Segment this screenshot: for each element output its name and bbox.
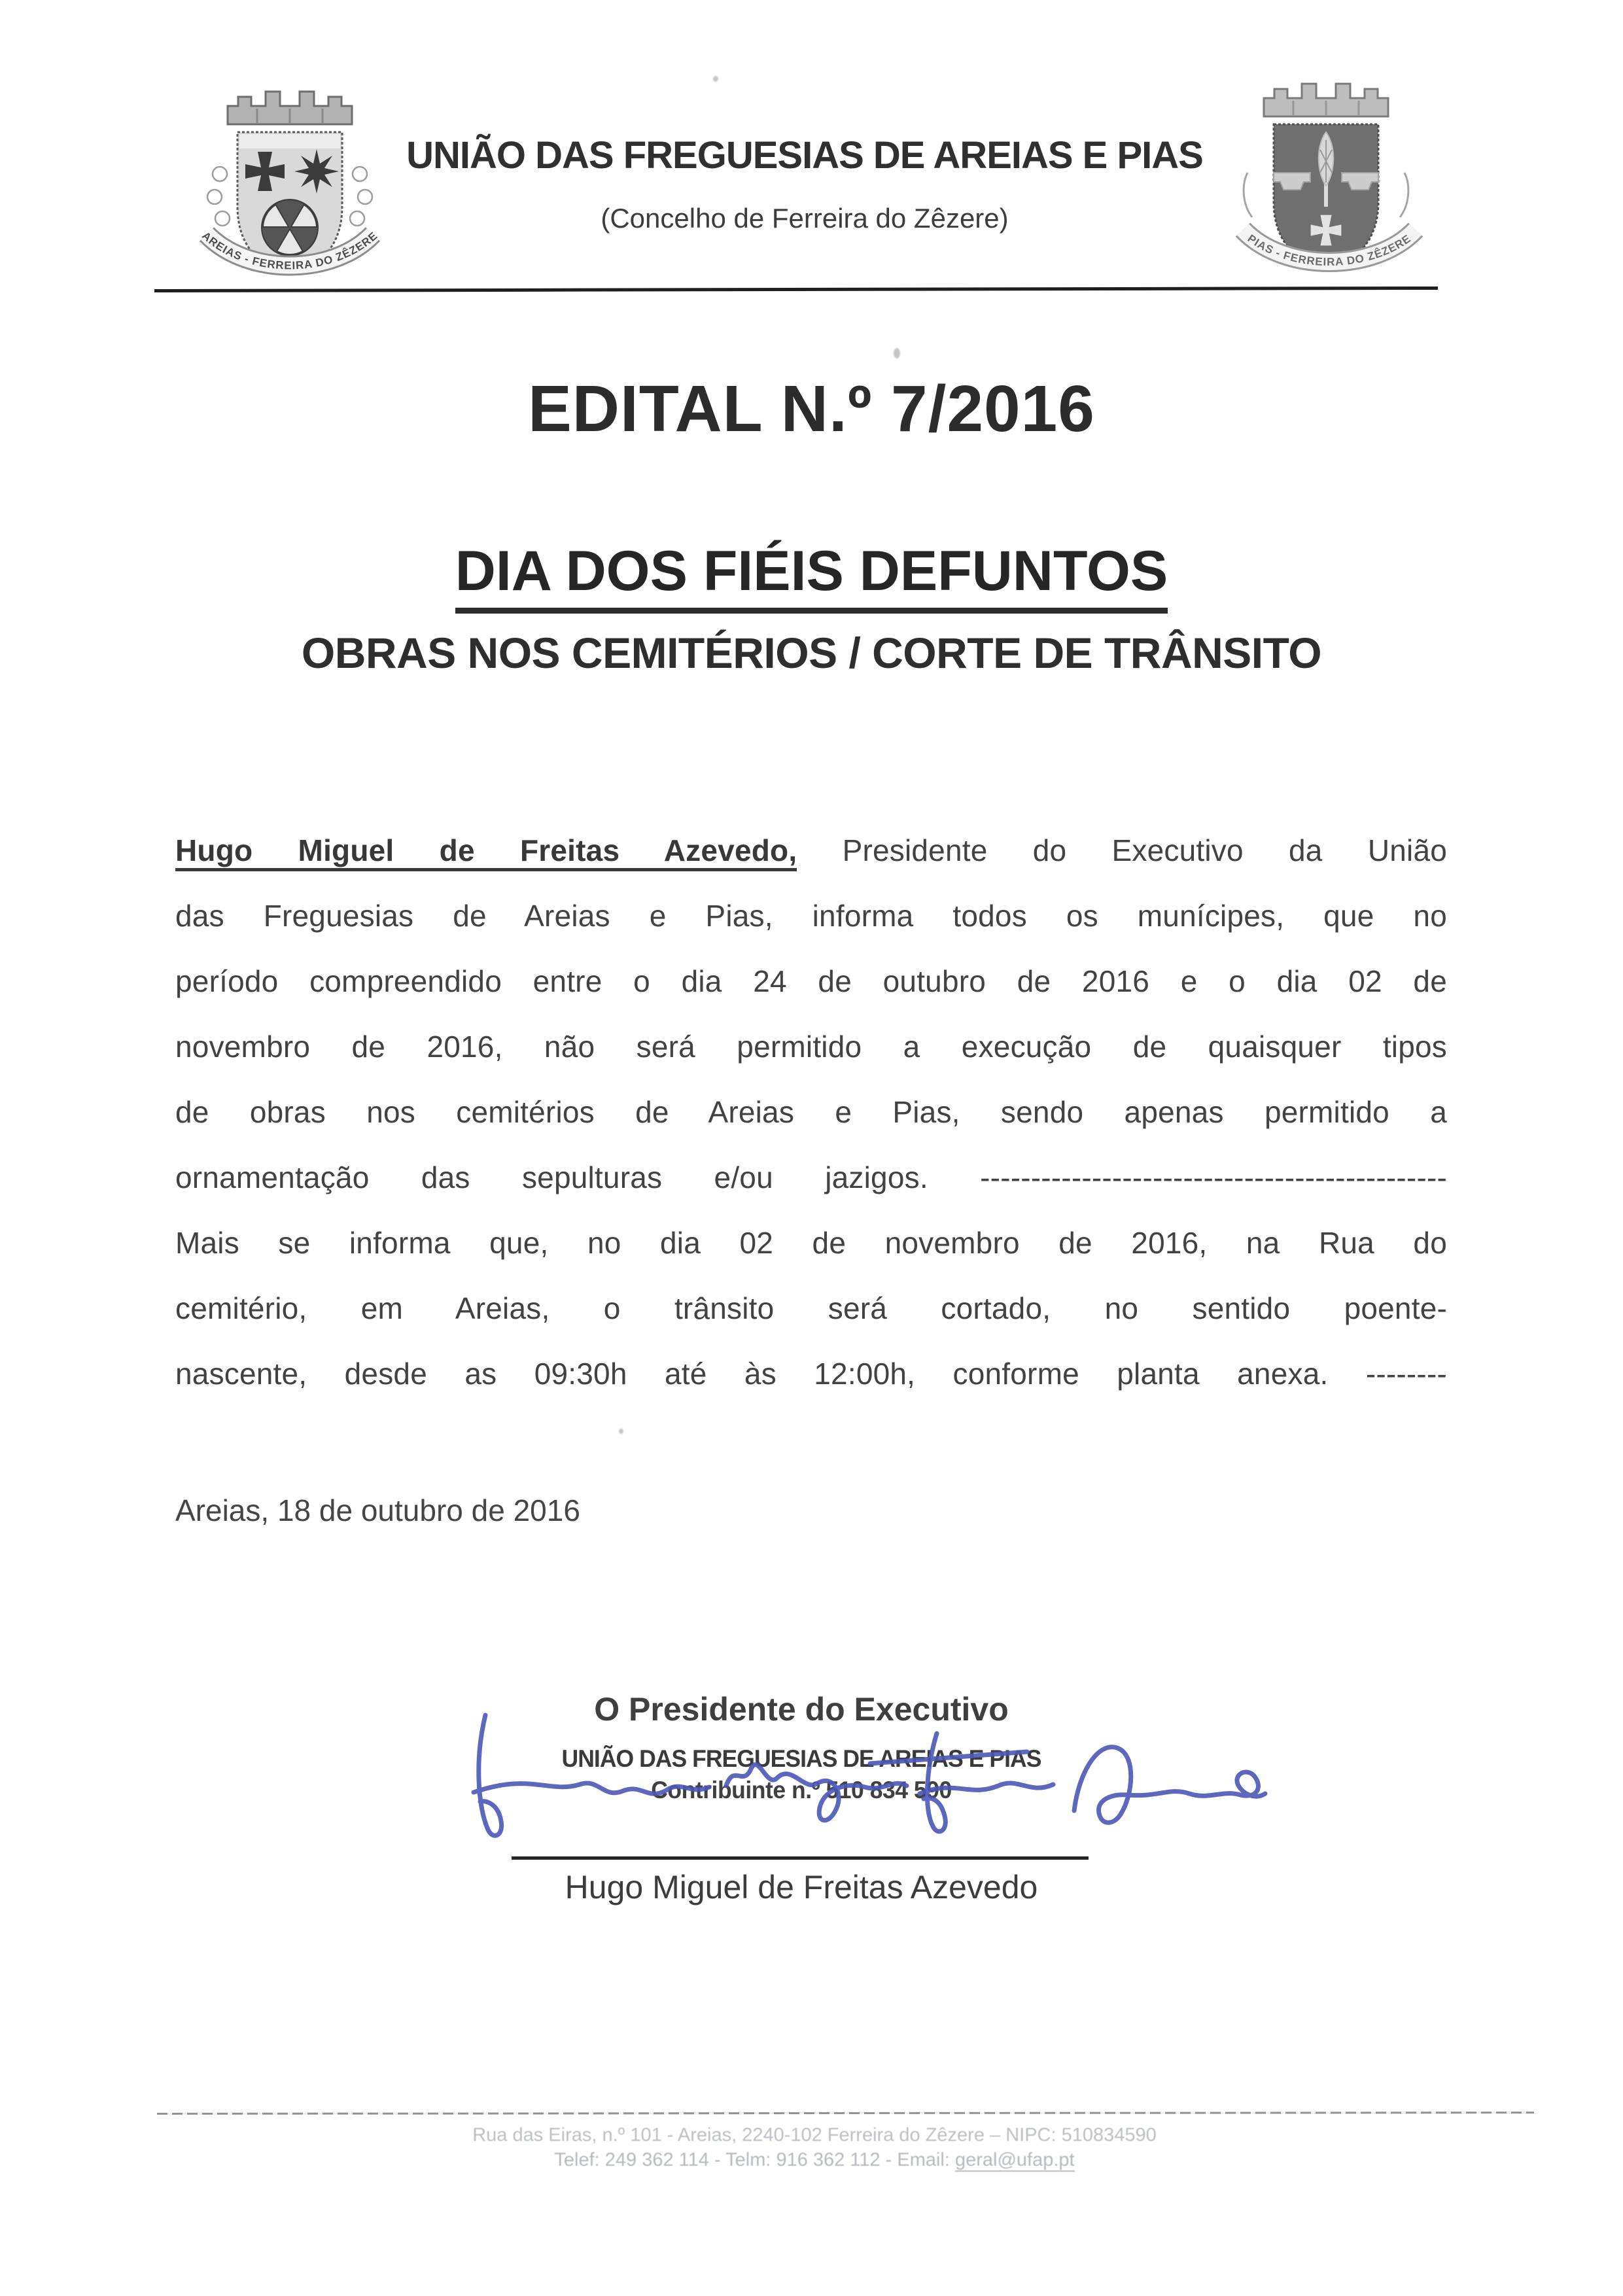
signatory-printed-name: Hugo Miguel de Freitas Azevedo: [565, 1869, 1038, 1905]
stamp-taxid-line: Contribuinte n.º 510 834 590: [651, 1777, 952, 1803]
stamp-org-line: UNIÃO DAS FREGUESIAS DE AREIAS E PIAS: [561, 1745, 1041, 1772]
date-line: Areias, 18 de outubro de 2016: [175, 1493, 580, 1527]
body-line: das Freguesias de Areias e Pias, informa todos os munícipes, que no: [175, 899, 1447, 933]
subject-subtitle: OBRAS NOS CEMITÉRIOS / CORTE DE TRÂNSITO: [301, 629, 1322, 677]
areias-banner-text: AREIAS - FERREIRA DO ZÊZERE: [200, 229, 380, 272]
footer-contacts-line: [262, 2149, 1367, 2171]
body-line: nascente, desde as 09:30h até às 12:00h, conforme planta anexa. --------: [175, 1357, 1447, 1391]
signature-line: [512, 1856, 1089, 1860]
body-line: de obras nos cemitérios de Areias e Pias, sendo apenas permitido a: [175, 1095, 1447, 1129]
footer-email: geral@ufap.pt: [955, 2149, 1075, 2170]
notice-body: [175, 818, 1447, 1406]
signatory-role-title: O Presidente do Executivo: [594, 1691, 1009, 1728]
body-line: [175, 818, 1447, 883]
org-subtitle: (Concelho de Ferreira do Zêzere): [601, 203, 1009, 234]
signatory-name-inline: Hugo Miguel de Freitas Azevedo,: [175, 833, 797, 871]
body-line: Mais se informa que, no dia 02 de novembro de 2016, na Rua do: [175, 1226, 1447, 1260]
body-line: período compreendido entre o dia 24 de outubro de 2016 e o dia 02 de: [175, 964, 1447, 998]
footer-divider: [157, 2112, 1534, 2115]
footer-contacts-prefix: Telef: 249 362 114 - Telm: 916 362 112 - Email:: [554, 2149, 955, 2170]
pias-coat-of-arms-icon: [1218, 68, 1434, 300]
org-name: UNIÃO DAS FREGUESIAS DE AREIAS E PIAS: [406, 134, 1203, 177]
body-line: ornamentação das sepulturas e/ou jazigos. ----------------------------------------------: [175, 1160, 1447, 1194]
body-line: novembro de 2016, não será permitido a execução de quaisquer tipos: [175, 1030, 1447, 1064]
edital-number-title: EDITAL N.º 7/2016: [528, 372, 1095, 445]
eight-point-star-icon: [294, 149, 339, 194]
windmill-wheel-icon: [262, 200, 317, 255]
subject-title: [0, 539, 1623, 604]
scan-speck: [894, 348, 900, 358]
scan-speck: [713, 76, 718, 82]
body-line: cemitério, em Areias, o trânsito será cortado, no sentido poente-: [175, 1291, 1447, 1325]
pias-banner-text: PIAS - FERREIRA DO ZÊZERE: [1245, 232, 1414, 269]
body-line-text: Presidente do Executivo da União: [797, 833, 1447, 867]
subject-title-text: DIA DOS FIÉIS DEFUNTOS: [455, 540, 1168, 614]
footer-address-line: Rua das Eiras, n.º 101 - Areias, 2240-102 Ferreira do Zêzere – NIPC: 510834590: [472, 2125, 1157, 2146]
scan-speck: [619, 1429, 623, 1434]
handwritten-signature: [451, 1696, 1276, 1859]
areias-coat-of-arms-icon: [188, 76, 391, 292]
